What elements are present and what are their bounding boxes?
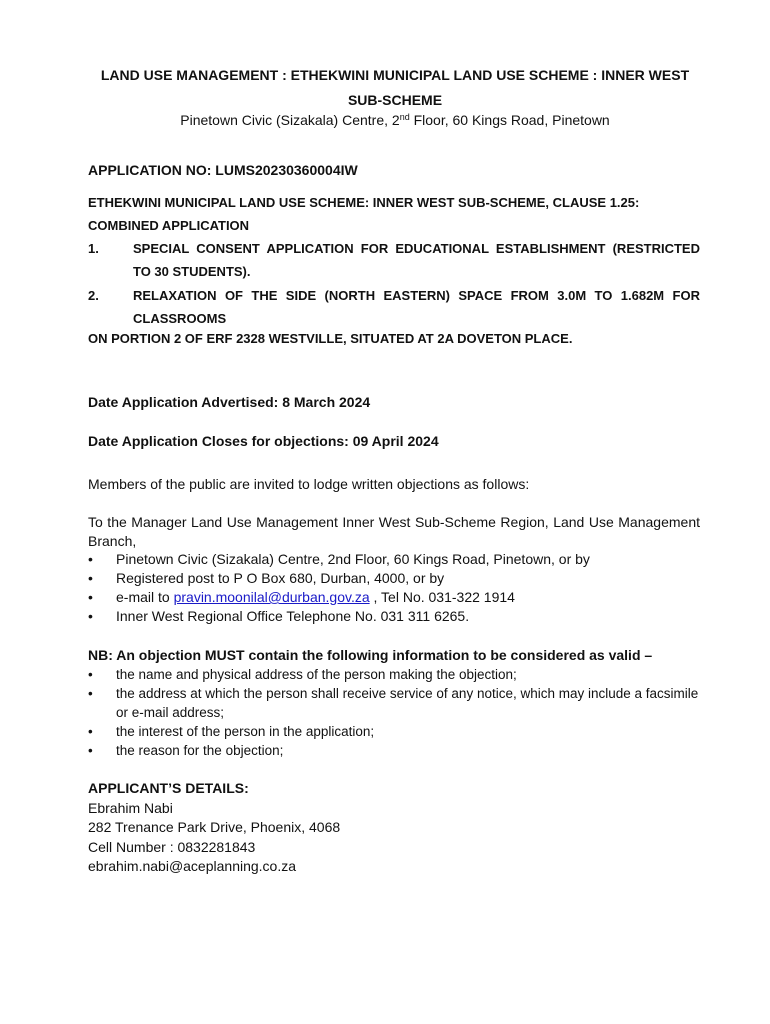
bullet-icon: • [88, 589, 93, 605]
email-link[interactable]: pravin.moonilal@durban.gov.za [173, 589, 370, 605]
list-item: • the interest of the person in the application; [88, 724, 375, 739]
nb-heading: NB: An objection MUST contain the following information to be considered as valid – [88, 647, 653, 663]
applicant-email: ebrahim.nabi@aceplanning.co.za [88, 858, 297, 874]
property-description: ON PORTION 2 OF ERF 2328 WESTVILLE, SITUATED AT 2A DOVETON PLACE. [88, 331, 573, 346]
applicant-address: 282 Trenance Park Drive, Phoenix, 4068 [88, 819, 341, 835]
bullet-icon: • [88, 724, 93, 739]
venue-address [100, 111, 690, 130]
date-advertised: Date Application Advertised: 8 March 2024 [88, 394, 371, 410]
application-item-1 [88, 237, 700, 283]
bullet-icon: • [88, 570, 93, 586]
applicant-heading: APPLICANT’S DETAILS: [88, 780, 249, 796]
objection-requirements [88, 665, 700, 760]
bullet-icon: • [88, 551, 93, 567]
invitation-text: Members of the public are invited to lodge written objections as follows: [88, 476, 530, 492]
bullet-icon: • [88, 686, 93, 701]
list-item: • the address at which the person shall receive service of any notice, which may include a facsimile or e-mail address; [88, 686, 699, 720]
application-number: APPLICATION NO: LUMS20230360004IW [88, 162, 358, 178]
list-item: • e-mail to pravin.moonilal@durban.gov.za , Tel No. 031-322 1914 [88, 589, 515, 605]
document-title: LAND USE MANAGEMENT : ETHEKWINI MUNICIPAL LAND USE SCHEME : INNER WEST SUB-SCHEME [100, 67, 690, 108]
list-item: • the name and physical address of the person making the objection; [88, 667, 517, 682]
date-closes: Date Application Closes for objections: 09 April 2024 [88, 433, 439, 449]
list-item: • Pinetown Civic (Sizakala) Centre, 2nd Floor, 60 Kings Road, Pinetown, or by [88, 551, 590, 567]
applicant-details [88, 779, 700, 877]
addressee: To the Manager Land Use Management Inner West Sub-Scheme Region, Land Use Management Branch, [88, 514, 700, 549]
item-text: SPECIAL CONSENT APPLICATION FOR EDUCATIONAL ESTABLISHMENT (RESTRICTED TO 30 STUDENTS). [133, 241, 700, 279]
item-text: RELAXATION OF THE SIDE (NORTH EASTERN) SPACE FROM 3.0M TO 1.682M FOR CLASSROOMS [133, 288, 700, 326]
application-item-2 [88, 284, 700, 330]
applicant-cell: Cell Number : 0832281843 [88, 838, 256, 855]
applicant-name: Ebrahim Nabi [88, 799, 173, 816]
address-part-1: Pinetown Civic (Sizakala) Centre, 2 [180, 112, 400, 128]
bullet-icon: • [88, 608, 93, 624]
list-item: • Inner West Regional Office Telephone No. 031 311 6265. [88, 608, 470, 624]
item-number: 1. [88, 241, 99, 256]
list-item: • Registered post to P O Box 680, Durban, 4000, or by [88, 570, 445, 586]
address-superscript: nd [399, 112, 410, 122]
address-part-2: Floor, 60 Kings Road, Pinetown [409, 112, 610, 128]
bullet-icon: • [88, 667, 93, 682]
bullet-icon: • [88, 743, 93, 758]
item-number: 2. [88, 288, 99, 303]
submission-channels [88, 550, 700, 626]
scheme-clause: ETHEKWINI MUNICIPAL LAND USE SCHEME: INNER WEST SUB-SCHEME, CLAUSE 1.25: COMBINED APPLICATION [88, 195, 640, 233]
list-item: • the reason for the objection; [88, 743, 284, 758]
